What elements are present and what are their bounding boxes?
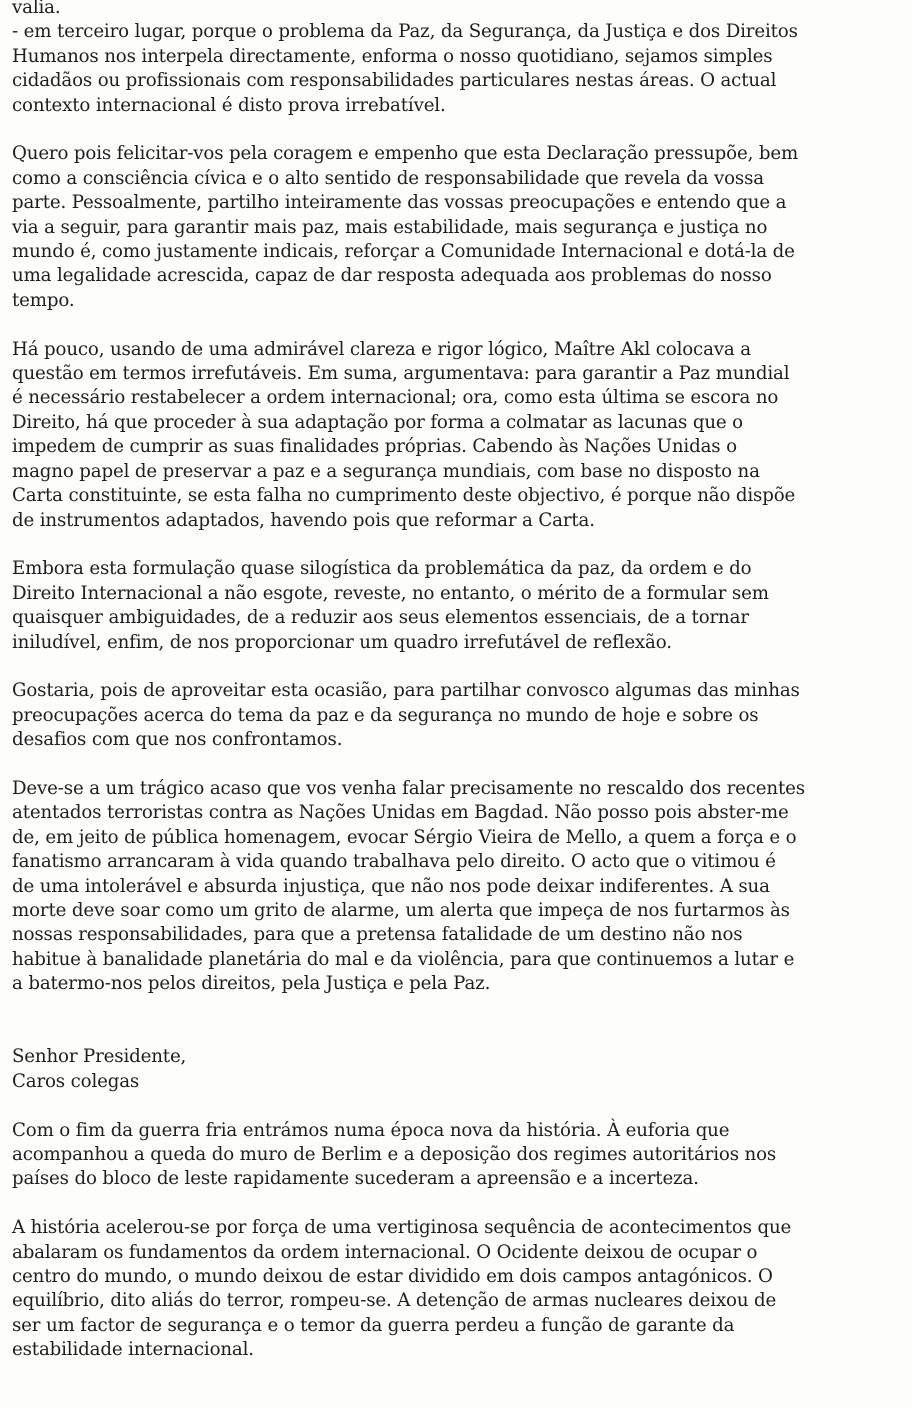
text-line: magno papel de preservar a paz e a segurança mundiais, com base no disposto na [12, 460, 760, 482]
text-line: quaisquer ambiguidades, de a reduzir aos seus elementos essenciais, de a tornar [12, 607, 749, 629]
text-line: cidadãos ou profissionais com responsabilidades particulares nestas áreas. O actual [12, 70, 777, 92]
text-line: uma legalidade acrescida, capaz de dar resposta adequada aos problemas do nosso [12, 265, 772, 287]
text-line: a batermo-nos pelos direitos, pela Justiça e pela Paz. [12, 973, 491, 995]
text-line: Com o fim da guerra fria entrámos numa época nova da história. À euforia que [12, 1119, 730, 1141]
text-line: de, em jeito de pública homenagem, evocar Sérgio Vieira de Mello, a quem a força e o [12, 826, 797, 848]
paragraph-6 [12, 777, 900, 997]
text-line: Quero pois felicitar-vos pela coragem e empenho que esta Declaração pressupõe, bem [12, 143, 799, 165]
text-line: estabilidade internacional. [12, 1339, 254, 1361]
text-line: Deve-se a um trágico acaso que vos venha falar precisamente no rescaldo dos recentes [12, 777, 805, 799]
text-line: via a seguir, para garantir mais paz, mais estabilidade, mais segurança e justiça no [12, 216, 768, 238]
text-line: Carta constituinte, se esta falha no cumprimento deste objectivo, é porque não dispõe [12, 485, 796, 507]
text-line: preocupações acerca do tema da paz e da segurança no mundo de hoje e sobre os [12, 704, 759, 726]
salutation [12, 1045, 900, 1094]
document-body [12, 0, 900, 1363]
text-line: habitue à banalidade planetária do mal e da violência, para que continuemos a lutar e [12, 948, 795, 970]
spacer [12, 1021, 900, 1045]
text-line: Humanos nos interpela directamente, enforma o nosso quotidiano, sejamos simples [12, 45, 773, 67]
text-line: nossas responsabilidades, para que a pretensa fatalidade de um destino não nos [12, 924, 743, 946]
text-line: Direito Internacional a não esgote, reveste, no entanto, o mérito de a formular sem [12, 582, 769, 604]
paragraph-1 [12, 0, 900, 118]
text-line: ser um factor de segurança e o temor da guerra perdeu a função de garante da [12, 1314, 735, 1336]
text-line: é necessário restabelecer a ordem internacional; ora, como esta última se escora no [12, 387, 779, 409]
text-line: parte. Pessoalmente, partilho inteiramente das vossas preocupações e entendo que a [12, 192, 787, 214]
text-line: acompanhou a queda do muro de Berlim e a deposição dos regimes autoritários nos [12, 1143, 777, 1165]
spacer [12, 997, 900, 1021]
text-line: Gostaria, pois de aproveitar esta ocasião, para partilhar convosco algumas das minhas [12, 680, 800, 702]
text-line: impedem de cumprir as suas finalidades próprias. Cabendo às Nações Unidas o [12, 436, 737, 458]
text-line: valia. [12, 0, 61, 18]
paragraph-3 [12, 338, 900, 533]
text-line: - em terceiro lugar, porque o problema da Paz, da Segurança, da Justiça e dos Direitos [12, 21, 798, 43]
text-line: de instrumentos adaptados, havendo pois que reformar a Carta. [12, 509, 595, 531]
text-line: de uma intolerável e absurda injustiça, que não nos pode deixar indiferentes. A sua [12, 875, 770, 897]
paragraph-5 [12, 679, 900, 752]
text-line: Direito, há que proceder à sua adaptação por forma a colmatar as lacunas que o [12, 411, 743, 433]
text-line: iniludível, enfim, de nos proporcionar um quadro irrefutável de reflexão. [12, 631, 672, 653]
text-line: fanatismo arrancaram à vida quando trabalhava pelo direito. O acto que o vitimou é [12, 851, 776, 873]
text-line: morte deve soar como um grito de alarme, um alerta que impeça de nos furtarmos às [12, 899, 790, 921]
text-line: Caros colegas [12, 1070, 140, 1092]
paragraph-8 [12, 1216, 900, 1362]
text-line: desafios com que nos confrontamos. [12, 729, 343, 751]
text-line: Há pouco, usando de uma admirável clareza e rigor lógico, Maître Akl colocava a [12, 338, 751, 360]
text-line: tempo. [12, 289, 75, 311]
text-line: centro do mundo, o mundo deixou de estar dividido em dois campos antagónicos. O [12, 1265, 773, 1287]
paragraph-4 [12, 557, 900, 655]
text-line: Embora esta formulação quase silogística da problemática da paz, da ordem e do [12, 558, 752, 580]
text-line: equilíbrio, dito aliás do terror, rompeu-se. A detenção de armas nucleares deixou de [12, 1290, 777, 1312]
text-line: Senhor Presidente, [12, 1046, 187, 1068]
text-line: abalaram os fundamentos da ordem internacional. O Ocidente deixou de ocupar o [12, 1241, 758, 1263]
text-line: atentados terroristas contra as Nações Unidas em Bagdad. Não posso pois abster-me [12, 802, 789, 824]
text-line: como a consciência cívica e o alto sentido de responsabilidade que revela da vossa [12, 167, 764, 189]
text-line: questão em termos irrefutáveis. Em suma, argumentava: para garantir a Paz mundial [12, 363, 790, 385]
text-line: contexto internacional é disto prova irrebatível. [12, 94, 446, 116]
text-line: A história acelerou-se por força de uma vertiginosa sequência de acontecimentos que [12, 1217, 792, 1239]
text-line: países do bloco de leste rapidamente sucederam a apreensão e a incerteza. [12, 1168, 699, 1190]
paragraph-2 [12, 142, 900, 313]
text-line: mundo é, como justamente indicais, reforçar a Comunidade Internacional e dotá-la de [12, 241, 795, 263]
paragraph-7 [12, 1119, 900, 1192]
